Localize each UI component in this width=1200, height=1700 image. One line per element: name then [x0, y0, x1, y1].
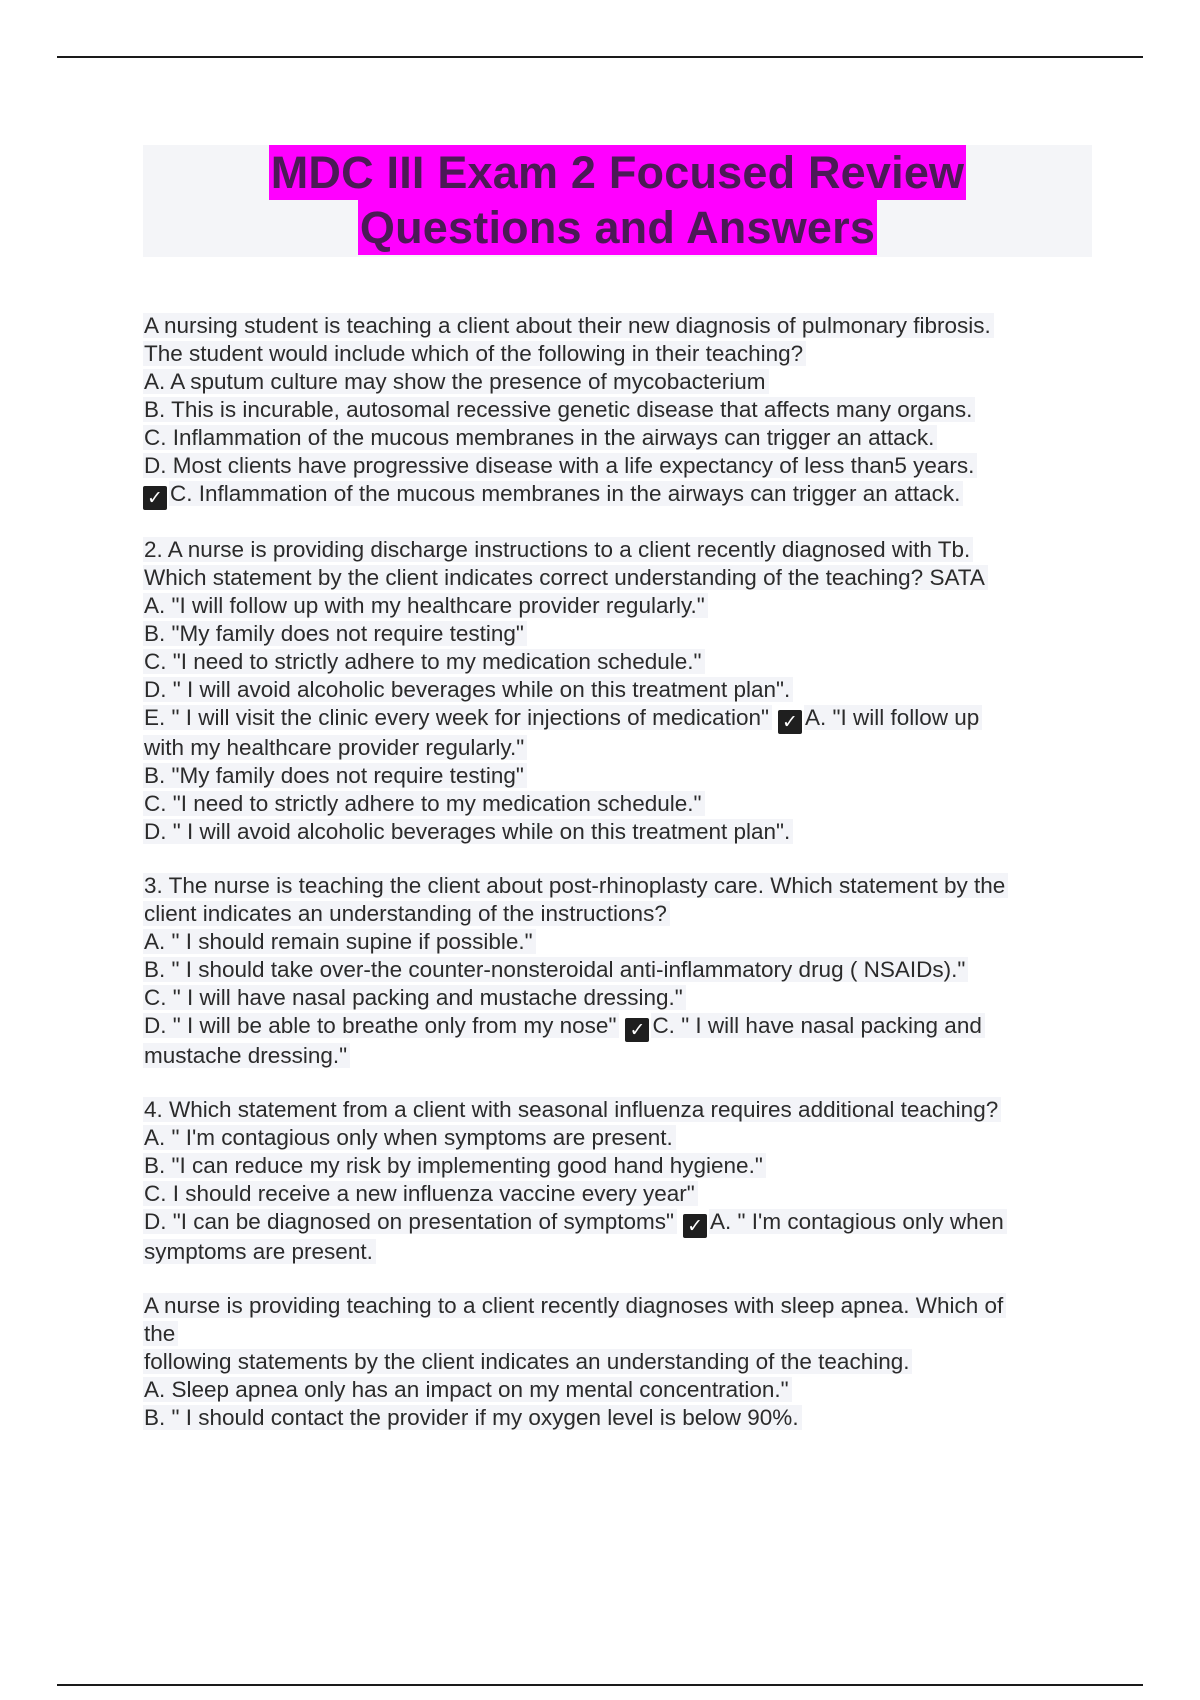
question-stem: A nurse is providing teaching to a client recently diagnoses with sleep apnea. Which of	[143, 1293, 1006, 1318]
question-1	[143, 312, 1083, 510]
answer-text: D. " I will avoid alcoholic beverages while on this treatment plan".	[143, 819, 793, 844]
question-stem: client indicates an understanding of the instructions?	[143, 901, 670, 926]
option-d: D. Most clients have progressive disease with a life expectancy of less than5 years.	[143, 453, 977, 478]
question-stem: 4. Which statement from a client with seasonal influenza requires additional teaching?	[143, 1097, 1001, 1122]
check-mark-icon: ✓	[625, 1018, 649, 1042]
answer-text: A. " I'm contagious only when	[709, 1209, 1007, 1234]
answer-text: mustache dressing."	[143, 1043, 350, 1068]
question-stem: the	[143, 1321, 178, 1346]
question-list	[143, 312, 1083, 1458]
option-d: D. " I will be able to breathe only from my nose"	[143, 1013, 619, 1038]
answer-text: with my healthcare provider regularly."	[143, 735, 527, 760]
question-stem: following statements by the client indicates an understanding of the teaching.	[143, 1349, 912, 1374]
option-b: B. This is incurable, autosomal recessive genetic disease that affects many organs.	[143, 397, 975, 422]
option-b: B. "My family does not require testing"	[143, 621, 527, 646]
question-2	[143, 536, 1083, 846]
option-a: A. A sputum culture may show the presence of mycobacterium	[143, 369, 769, 394]
option-a: A. Sleep apnea only has an impact on my mental concentration."	[143, 1377, 792, 1402]
answer-text: symptoms are present.	[143, 1239, 376, 1264]
option-b: B. " I should contact the provider if my oxygen level is below 90%.	[143, 1405, 802, 1430]
question-stem: A nursing student is teaching a client about their new diagnosis of pulmonary fibrosis.	[143, 313, 994, 338]
question-3	[143, 872, 1083, 1070]
top-rule	[57, 56, 1143, 58]
option-e: E. " I will visit the clinic every week for injections of medication"	[143, 705, 772, 730]
title-band	[143, 145, 1092, 257]
check-mark-icon: ✓	[143, 486, 167, 510]
question-5	[143, 1292, 1083, 1432]
option-a: A. "I will follow up with my healthcare provider regularly."	[143, 593, 708, 618]
check-mark-icon: ✓	[778, 710, 802, 734]
check-mark-icon: ✓	[683, 1214, 707, 1238]
option-b: B. "I can reduce my risk by implementing good hand hygiene."	[143, 1153, 766, 1178]
option-c: C. " I will have nasal packing and mustache dressing."	[143, 985, 686, 1010]
question-stem: 2. A nurse is providing discharge instructions to a client recently diagnosed with Tb.	[143, 537, 973, 562]
option-c: C. "I need to strictly adhere to my medication schedule."	[143, 649, 705, 674]
question-stem: The student would include which of the following in their teaching?	[143, 341, 806, 366]
bottom-rule	[57, 1684, 1143, 1686]
page-title-line-2: Questions and Answers	[359, 202, 876, 253]
option-d: D. "I can be diagnosed on presentation of symptoms"	[143, 1209, 677, 1234]
answer-text: C. "I need to strictly adhere to my medication schedule."	[143, 791, 705, 816]
question-stem: Which statement by the client indicates correct understanding of the teaching? SATA	[143, 565, 988, 590]
answer-text: A. "I will follow up	[804, 705, 982, 730]
option-b: B. " I should take over-the counter-nonsteroidal anti-inflammatory drug ( NSAIDs)."	[143, 957, 968, 982]
answer-text: B. "My family does not require testing"	[143, 763, 527, 788]
option-d: D. " I will avoid alcoholic beverages while on this treatment plan".	[143, 677, 793, 702]
option-a: A. " I'm contagious only when symptoms are present.	[143, 1125, 676, 1150]
question-stem: 3. The nurse is teaching the client about post-rhinoplasty care. Which statement by the	[143, 873, 1008, 898]
option-c: C. I should receive a new influenza vaccine every year"	[143, 1181, 698, 1206]
option-c: C. Inflammation of the mucous membranes in the airways can trigger an attack.	[143, 425, 937, 450]
answer-text: C. " I will have nasal packing and	[651, 1013, 984, 1038]
page-title-line-1: MDC III Exam 2 Focused Review	[270, 147, 965, 198]
option-a: A. " I should remain supine if possible."	[143, 929, 536, 954]
answer-text: C. Inflammation of the mucous membranes in the airways can trigger an attack.	[169, 481, 963, 506]
question-4	[143, 1096, 1083, 1266]
